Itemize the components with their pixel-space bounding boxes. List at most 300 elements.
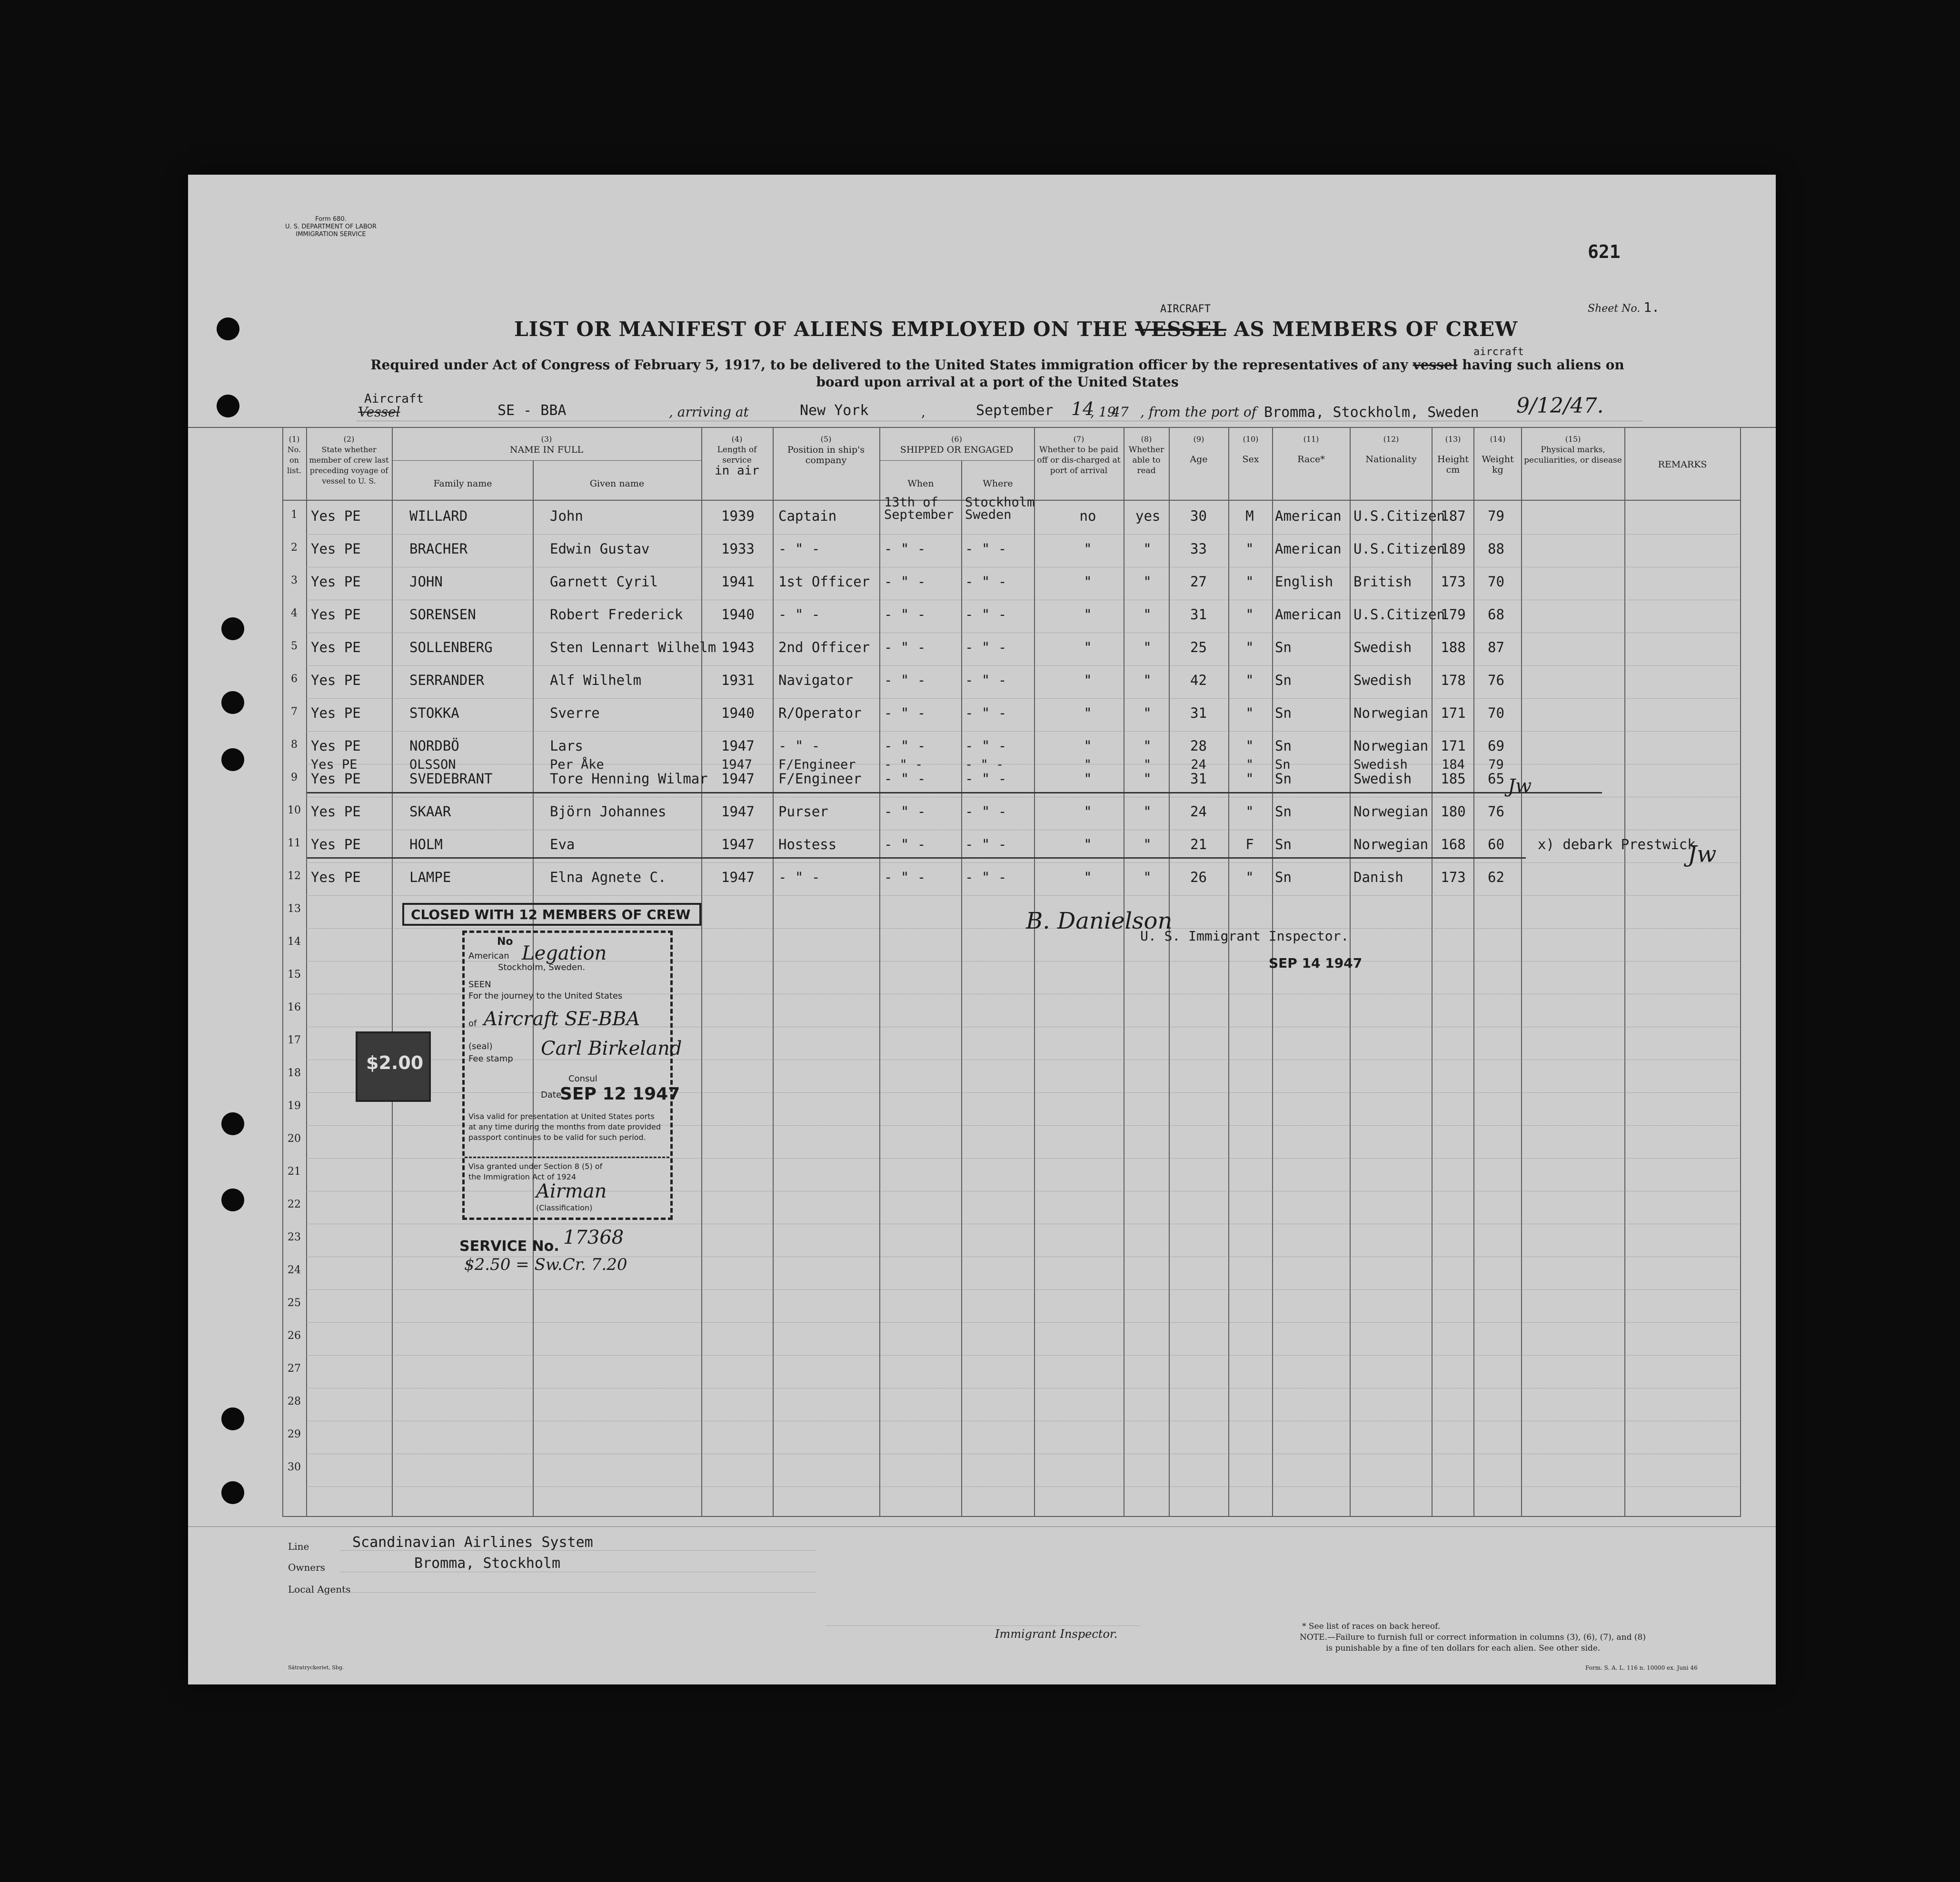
col-rule xyxy=(879,427,880,1517)
col3-label: NAME IN FULL xyxy=(509,445,584,455)
crew-service: 1941 xyxy=(721,574,755,590)
crew-sex: " xyxy=(1245,606,1254,623)
agents-label: Local Agents xyxy=(288,1584,351,1595)
col12-header xyxy=(1351,434,1432,465)
crew-age: 31 xyxy=(1190,606,1207,623)
punch-hole xyxy=(217,395,239,417)
crew-nationality: Norwegian xyxy=(1353,705,1429,721)
col8-header xyxy=(1124,434,1168,476)
crew-race: Sn xyxy=(1275,803,1292,820)
crew-height: 187 xyxy=(1441,508,1466,524)
crew-race: American xyxy=(1275,541,1342,557)
crew-weight: 70 xyxy=(1488,705,1504,721)
crew-prev: Yes PE xyxy=(311,738,361,754)
row-number: 28 xyxy=(288,1396,301,1407)
col4-num: (4) xyxy=(731,435,743,444)
crew-sex: " xyxy=(1245,574,1254,590)
col7-label: Whether to be paid off or dis-charged at port of arrival xyxy=(1037,445,1121,475)
crew-position: Hostess xyxy=(778,836,837,852)
row-rule xyxy=(306,1355,1739,1356)
row-number: 1 xyxy=(291,509,298,521)
crew-height: 180 xyxy=(1441,803,1466,820)
row-number: 6 xyxy=(291,673,298,685)
subtitle xyxy=(355,357,1640,391)
crew-age: 26 xyxy=(1190,869,1207,885)
crew-given: Elna Agnete C. xyxy=(550,869,667,885)
crew-height: 171 xyxy=(1441,705,1466,721)
initials-row9: Jw xyxy=(1508,775,1532,797)
col9-num: (9) xyxy=(1193,435,1204,444)
row-number: 3 xyxy=(291,575,298,586)
crew-paid: " xyxy=(1084,541,1092,557)
inspector-underline xyxy=(826,1625,1140,1626)
crew-paid: " xyxy=(1084,606,1092,623)
service-no-label: SERVICE No. xyxy=(459,1238,559,1255)
row-number: 5 xyxy=(291,640,298,652)
line-value: Scandinavian Airlines System xyxy=(352,1534,593,1551)
crew-sex: " xyxy=(1245,672,1254,688)
crew-when: - " - xyxy=(884,705,926,721)
row-number: 13 xyxy=(288,903,301,915)
crew-weight: 76 xyxy=(1488,803,1504,820)
subtitle-before: Required under Act of Congress of February 5, 1917, to be delivered to the United States immigration officer by the representatives of any xyxy=(370,357,1408,373)
col-rule xyxy=(282,427,283,1517)
crew-given: Björn Johannes xyxy=(550,803,667,820)
col-rule xyxy=(1521,427,1522,1517)
crew-read: " xyxy=(1143,672,1152,688)
crew-prev: Yes PE xyxy=(311,606,361,623)
crew-prev: Yes PE xyxy=(311,672,361,688)
col1-num: (1) xyxy=(289,435,300,444)
visa-consul-signature: Carl Birkeland xyxy=(541,1038,682,1060)
crew-where: - " - xyxy=(965,606,1007,623)
crew-service: 1940 xyxy=(721,705,755,721)
crew-read: " xyxy=(1143,606,1152,623)
row-number: 22 xyxy=(288,1199,301,1210)
col4-label: Length of service xyxy=(717,445,757,465)
row-number: 14 xyxy=(288,936,301,948)
inserted-prev: Yes PE xyxy=(311,757,358,772)
visa-aircraft: Aircraft SE-BBA xyxy=(484,1008,640,1030)
crew-paid: " xyxy=(1084,705,1092,721)
crew-where: - " - xyxy=(965,738,1007,754)
crew-where: - " - xyxy=(965,869,1007,885)
row-number: 9 xyxy=(291,772,298,783)
inspector-title: U. S. Immigrant Inspector. xyxy=(1140,928,1349,944)
col13-label: Height xyxy=(1437,454,1469,465)
row-number: 20 xyxy=(288,1133,301,1145)
crew-height: 171 xyxy=(1441,738,1466,754)
crew-family: SERRANDER xyxy=(409,672,485,688)
note-races: * See list of races on back hereof. xyxy=(1302,1622,1441,1631)
row-number: 24 xyxy=(288,1264,301,1276)
crew-position: Navigator xyxy=(778,672,854,688)
crew-where: - " - xyxy=(965,639,1007,655)
crew-nationality: U.S.Citizen xyxy=(1353,606,1445,623)
crew-prev: Yes PE xyxy=(311,771,361,787)
row-number: 23 xyxy=(288,1231,301,1243)
col-rule xyxy=(392,427,393,1517)
crew-family: HOLM xyxy=(409,836,443,852)
crew-race: Sn xyxy=(1275,672,1292,688)
crew-weight: 70 xyxy=(1488,574,1504,590)
col10-num: (10) xyxy=(1243,435,1259,444)
row-number: 25 xyxy=(288,1297,301,1309)
row-rule xyxy=(306,928,1739,929)
visa-legation: Legation xyxy=(522,942,607,964)
from-label: , from the port of xyxy=(1140,404,1257,420)
col8-num: (8) xyxy=(1141,435,1152,444)
crew-race: Sn xyxy=(1275,738,1292,754)
row-number: 2 xyxy=(291,542,298,554)
crew-position: Captain xyxy=(778,508,837,524)
crew-nationality: Norwegian xyxy=(1353,836,1429,852)
crew-sex: " xyxy=(1245,541,1254,557)
col1-header xyxy=(282,434,306,476)
crew-read: " xyxy=(1143,803,1152,820)
crew-when: - " - xyxy=(884,639,926,655)
sheet-label-text: Sheet No. xyxy=(1588,303,1641,315)
title-insert: AIRCRAFT xyxy=(1160,303,1211,315)
crew-service: 1947 xyxy=(721,803,755,820)
row-rule xyxy=(306,731,1739,732)
crew-read: " xyxy=(1143,705,1152,721)
crew-position: 2nd Officer xyxy=(778,639,870,655)
crew-read: " xyxy=(1143,541,1152,557)
row-number: 10 xyxy=(288,804,301,816)
visa-stamp xyxy=(462,931,682,1220)
col-rule xyxy=(1169,427,1170,1517)
crew-weight: 69 xyxy=(1488,738,1504,754)
comma: , xyxy=(921,404,925,420)
col12-num: (12) xyxy=(1383,435,1399,444)
punch-hole xyxy=(221,1112,244,1135)
col5-header xyxy=(774,434,878,466)
crew-race: Sn xyxy=(1275,836,1292,852)
crew-paid: " xyxy=(1084,836,1092,852)
col6-header xyxy=(880,434,1033,455)
row-rule xyxy=(306,698,1739,699)
page-title xyxy=(514,317,1518,341)
crew-weight: 62 xyxy=(1488,869,1504,885)
crew-age: 42 xyxy=(1190,672,1207,688)
col2-label: State whether member of crew last preceding voyage of vessel to U. S. xyxy=(309,445,389,485)
title-after: AS MEMBERS OF CREW xyxy=(1234,317,1518,341)
row-number: 21 xyxy=(288,1166,301,1178)
arriving-label: , arriving at xyxy=(669,404,749,420)
crew-sex: " xyxy=(1245,803,1254,820)
crew-weight: 88 xyxy=(1488,541,1504,557)
row-number: 15 xyxy=(288,969,301,981)
service-no: 17368 xyxy=(563,1227,624,1248)
crew-service: 1939 xyxy=(721,508,755,524)
visa-class: Airman xyxy=(536,1180,607,1202)
arrival-month: September xyxy=(976,402,1054,419)
col14-unit: kg xyxy=(1492,465,1503,475)
subtitle-struck: vessel xyxy=(1413,357,1458,373)
row-number: 7 xyxy=(291,706,298,718)
crew-nationality: U.S.Citizen xyxy=(1353,541,1445,557)
crew-service: 1947 xyxy=(721,836,755,852)
row-rule xyxy=(306,534,1739,535)
crew-where: - " - xyxy=(965,541,1007,557)
visa-american: American xyxy=(468,951,509,961)
crew-age: 31 xyxy=(1190,771,1207,787)
crew-read: " xyxy=(1143,639,1152,655)
crew-given: Edwin Gustav xyxy=(550,541,650,557)
crew-nationality: Norwegian xyxy=(1353,738,1429,754)
visa-classification: (Classification) xyxy=(536,1203,593,1212)
crew-read: " xyxy=(1143,771,1152,787)
crew-given: Robert Frederick xyxy=(550,606,683,623)
col-rule xyxy=(1624,427,1625,1517)
vessel-name: SE - BBA xyxy=(497,402,567,419)
page-number: 621 xyxy=(1588,241,1621,262)
crew-where: - " - xyxy=(965,836,1007,852)
sheet-label xyxy=(1588,299,1660,315)
name-subheader-rule xyxy=(392,460,701,461)
row-number: 26 xyxy=(288,1330,301,1342)
crew-weight: 79 xyxy=(1488,508,1504,524)
inserted-when: - " - xyxy=(884,757,923,772)
crew-height: 173 xyxy=(1441,574,1466,590)
col10-header xyxy=(1229,434,1272,465)
row-number: 27 xyxy=(288,1363,301,1375)
col14-label: Weight xyxy=(1482,454,1514,465)
col6-label: SHIPPED OR ENGAGED xyxy=(900,445,1014,455)
col-rule xyxy=(1228,427,1229,1517)
col9-label: Age xyxy=(1190,454,1208,465)
crew-race: Sn xyxy=(1275,869,1292,885)
shipped-where-header: Where xyxy=(983,478,1013,489)
row-rule xyxy=(306,1322,1739,1323)
visa-divider xyxy=(465,1157,669,1158)
vessel-struck: Vessel xyxy=(358,404,400,420)
col3-num: (3) xyxy=(541,435,552,444)
crew-paid: no xyxy=(1079,508,1096,524)
crew-age: 31 xyxy=(1190,705,1207,721)
crew-height: 179 xyxy=(1441,606,1466,623)
line-label: Line xyxy=(288,1541,309,1552)
col-rule xyxy=(773,427,774,1517)
visa-section: Visa granted under Section 8 (5) of the Immigration Act of 1924 xyxy=(468,1162,603,1181)
col10-label: Sex xyxy=(1242,454,1259,465)
agents-underline xyxy=(340,1592,816,1593)
col15-header xyxy=(1522,434,1624,466)
crew-family: SOLLENBERG xyxy=(409,639,493,655)
crew-sex: M xyxy=(1245,508,1254,524)
crew-read: yes xyxy=(1135,508,1161,524)
crew-height: 188 xyxy=(1441,639,1466,655)
crew-read: " xyxy=(1143,574,1152,590)
visa-validity: Visa valid for presentation at United States ports at any time during the months from date provided passport continues to be valid for such period. xyxy=(468,1112,661,1142)
inserted-age: 24 xyxy=(1191,757,1206,772)
crew-position: - " - xyxy=(778,606,820,623)
note-penalty: NOTE.—Failure to furnish full or correct information in columns (3), (6), (7), and (8) xyxy=(1300,1633,1646,1642)
punch-hole xyxy=(221,691,244,714)
crew-family: JOHN xyxy=(409,574,443,590)
row-number: 12 xyxy=(288,870,301,882)
date-separator: , 19 xyxy=(1090,404,1116,420)
crew-family: STOKKA xyxy=(409,705,459,721)
col-rule xyxy=(1272,427,1273,1517)
crew-family: SKAAR xyxy=(409,803,451,820)
crew-family: LAMPE xyxy=(409,869,451,885)
family-name-header: Family name xyxy=(433,478,492,489)
footer-rule xyxy=(188,1526,1776,1527)
form-code: Form. S. A. L. 116 n. 10000 ex. Juni 46 xyxy=(1585,1664,1698,1671)
col8-label: Whether able to read xyxy=(1128,445,1164,475)
owners-value: Bromma, Stockholm xyxy=(414,1555,561,1572)
col15-num: (15) xyxy=(1565,435,1581,444)
crew-race: Sn xyxy=(1275,771,1292,787)
crew-paid: " xyxy=(1084,672,1092,688)
inserted-race: Sn xyxy=(1275,757,1291,772)
subtitle-line1 xyxy=(355,357,1640,374)
visa-date-label: Date xyxy=(541,1090,562,1100)
crew-height: 185 xyxy=(1441,771,1466,787)
visa-fee-label: Fee stamp xyxy=(468,1054,513,1064)
remarks-header: REMARKS xyxy=(1658,459,1707,470)
crew-age: 25 xyxy=(1190,639,1207,655)
subtitle-after: having such aliens on xyxy=(1462,357,1624,373)
row-number: 18 xyxy=(288,1067,301,1079)
row-rule xyxy=(306,1289,1739,1290)
col-rule xyxy=(1350,427,1351,1517)
visa-journey: For the journey to the United States xyxy=(468,991,623,1001)
crew-position: Purser xyxy=(778,803,828,820)
col7-header xyxy=(1035,434,1123,476)
closed-stamp-text: CLOSED WITH 12 MEMBERS OF CREW xyxy=(411,907,691,922)
crew-weight: 60 xyxy=(1488,836,1504,852)
fee-stamp xyxy=(356,1031,431,1102)
crew-when: - " - xyxy=(884,541,926,557)
inserted-weight: 79 xyxy=(1488,757,1504,772)
crew-when: - " - xyxy=(884,836,926,852)
from-port: Bromma, Stockholm, Sweden xyxy=(1264,404,1479,421)
crew-read: " xyxy=(1143,738,1152,754)
inserted-given: Per Åke xyxy=(550,757,604,772)
visa-of: of xyxy=(468,1019,477,1029)
fee-stamp-value: $2.00 xyxy=(366,1052,424,1073)
crew-given: Sten Lennart Wilhelm xyxy=(550,639,716,655)
crew-weight: 68 xyxy=(1488,606,1504,623)
crew-position: - " - xyxy=(778,869,820,885)
visa-consul: Consul xyxy=(568,1074,597,1084)
row-rule xyxy=(306,862,1739,863)
col13-unit: cm xyxy=(1446,465,1460,475)
col-rule xyxy=(1740,427,1741,1517)
shipped-subheader-rule xyxy=(879,460,1034,461)
row-number: 11 xyxy=(288,837,301,849)
crew-position: 1st Officer xyxy=(778,574,870,590)
inspector-signature: B. Danielson xyxy=(1026,908,1173,934)
title-before: LIST OR MANIFEST OF ALIENS EMPLOYED ON THE xyxy=(514,317,1128,341)
crew-sex: F xyxy=(1245,836,1254,852)
col11-num: (11) xyxy=(1303,435,1319,444)
service-name: IMMIGRATION SERVICE xyxy=(296,231,366,238)
crew-paid: " xyxy=(1084,639,1092,655)
visa-stockholm: Stockholm, Sweden. xyxy=(498,962,586,972)
crew-height: 178 xyxy=(1441,672,1466,688)
crew-given: Garnett Cyril xyxy=(550,574,658,590)
col2-num: (2) xyxy=(343,435,355,444)
row-rule xyxy=(306,665,1739,666)
note-penalty-2: is punishable by a fine of ten dollars for each alien. See other side. xyxy=(1326,1644,1601,1653)
crew-where: - " - xyxy=(965,771,1007,787)
crew-paid: " xyxy=(1084,738,1092,754)
visa-date: SEP 12 1947 xyxy=(560,1084,680,1104)
crew-prev: Yes PE xyxy=(311,574,361,590)
crew-given: John xyxy=(550,508,583,524)
crew-given: Tore Henning Wilmar xyxy=(550,771,708,787)
crew-family: SORENSEN xyxy=(409,606,476,623)
crew-when: - " - xyxy=(884,771,926,787)
crew-service: 1947 xyxy=(721,771,755,787)
crew-sex: " xyxy=(1245,869,1254,885)
col11-header xyxy=(1273,434,1349,465)
crew-service: 1931 xyxy=(721,672,755,688)
manifest-sheet xyxy=(188,175,1776,1684)
punch-hole xyxy=(221,748,244,771)
arrival-year: 47 xyxy=(1112,404,1129,420)
inserted-sex: " xyxy=(1245,757,1254,772)
crew-position: - " - xyxy=(778,541,820,557)
crew-when: - " - xyxy=(884,738,926,754)
crew-nationality: British xyxy=(1353,574,1412,590)
hand-date: 9/12/47. xyxy=(1516,394,1604,418)
inserted-family: OLSSON xyxy=(409,757,456,772)
col4-header xyxy=(702,434,772,476)
crew-height: 189 xyxy=(1441,541,1466,557)
crew-race: Sn xyxy=(1275,705,1292,721)
initials-row11: Jw xyxy=(1688,841,1717,868)
crew-when: - " - xyxy=(884,672,926,688)
col7-num: (7) xyxy=(1073,435,1084,444)
crew-family: BRACHER xyxy=(409,541,468,557)
crew-position: F/Engineer xyxy=(778,771,862,787)
crew-prev: Yes PE xyxy=(311,869,361,885)
owners-label: Owners xyxy=(288,1562,326,1573)
crew-age: 24 xyxy=(1190,803,1207,820)
col-rule xyxy=(961,460,962,1517)
visa-seen: SEEN xyxy=(468,980,491,990)
punch-hole xyxy=(221,1189,244,1211)
row-number: 30 xyxy=(288,1461,301,1473)
crew-paid: " xyxy=(1084,574,1092,590)
crew-race: American xyxy=(1275,606,1342,623)
crew-when: - " - xyxy=(884,574,926,590)
crew-read: " xyxy=(1143,836,1152,852)
form-info xyxy=(274,216,388,238)
crew-age: 33 xyxy=(1190,541,1207,557)
crew-when: - " - xyxy=(884,869,926,885)
given-name-header: Given name xyxy=(589,478,645,489)
col13-num: (13) xyxy=(1445,435,1461,444)
crew-weight: 87 xyxy=(1488,639,1504,655)
line-underline xyxy=(340,1550,816,1551)
crew-sex: " xyxy=(1245,639,1254,655)
row-number: 17 xyxy=(288,1034,301,1046)
col2-header xyxy=(307,434,391,486)
crew-given: Eva xyxy=(550,836,575,852)
inserted-nationality: Swedish xyxy=(1353,757,1408,772)
crew-prev: Yes PE xyxy=(311,639,361,655)
punch-hole xyxy=(217,317,239,340)
crew-sex: " xyxy=(1245,771,1254,787)
punch-hole xyxy=(221,617,244,640)
col9-header xyxy=(1170,434,1228,465)
